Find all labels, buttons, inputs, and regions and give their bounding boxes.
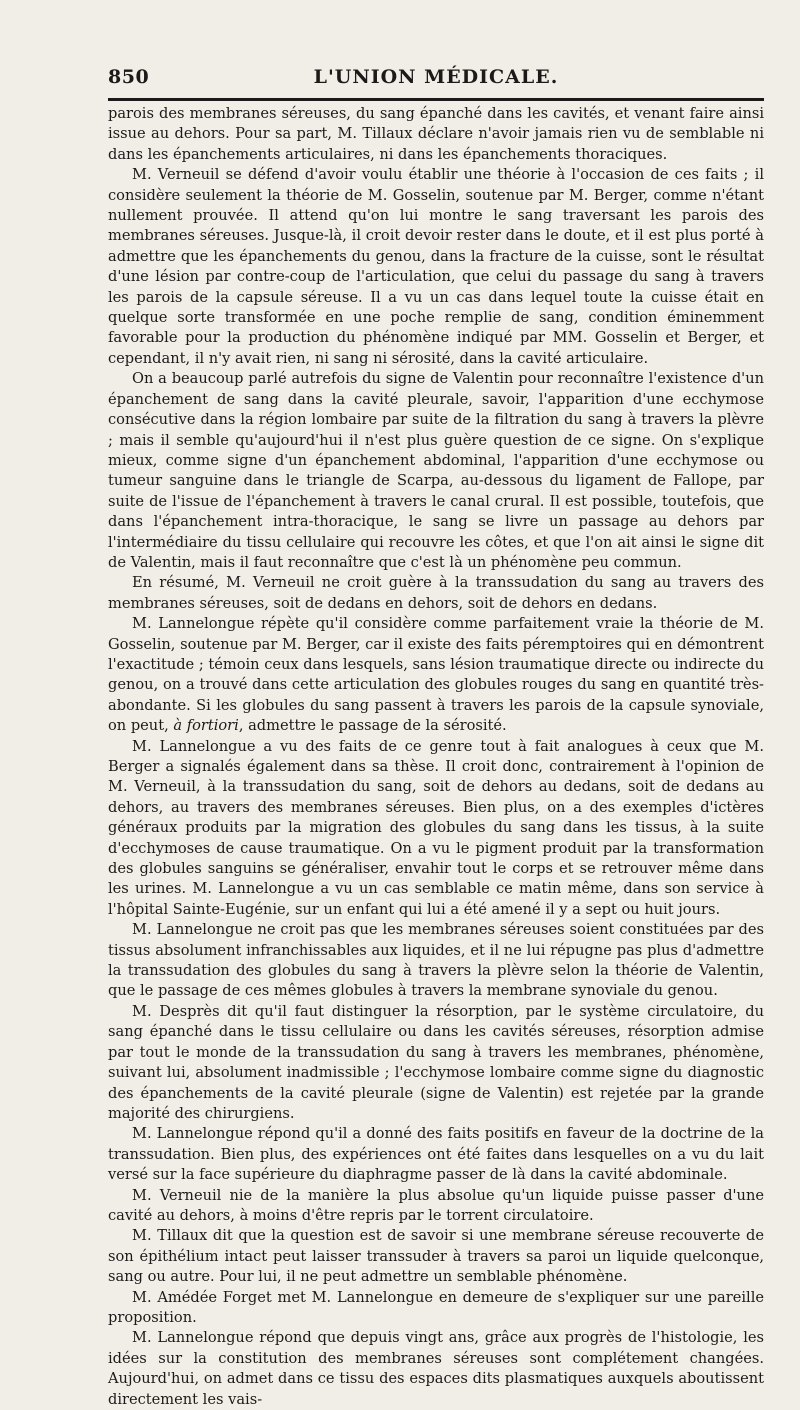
paragraph: M. Amédée Forget met M. Lannelongue en demeure de s'expliquer sur une pareille proposition.: [108, 1288, 764, 1326]
running-title: L'UNION MÉDICALE.: [313, 66, 559, 88]
page-number: 850: [108, 66, 150, 88]
paragraph: M. Verneuil se défend d'avoir voulu établir une théorie à l'occasion de ces faits ; il considère seulement la théorie de M. Gosselin, soutenue par M. Berger, comme n'étant nullement prouvée. Il attend qu'on lui montre le sang traversant les parois des membranes séreuses. Jusque-là, il croit devoir rester dans le doute, et il est plus porté à admettre que les épanchements du genou, dans la fracture de la cuisse, sont le résultat d'une lésion par contre-coup de l'articulation, que celui du passage du sang à travers les parois de la capsule séreuse. Il a vu un cas dans lequel toute la cuisse était en quelque sorte transformée en une poche remplie de sang, condition éminemment favorable pour la production du phénomène indiqué par MM. Gosselin et Berger, et cependant, il n'y avait rien, ni sang ni sérosité, dans la cavité articulaire.: [108, 166, 764, 367]
paragraph: On a beaucoup parlé autrefois du signe de Valentin pour reconnaître l'existence d'un épanchement de sang dans la cavité pleurale, savoir, l'apparition d'une ecchymose consécutive dans la région lombaire par suite de la filtration du sang à travers la plèvre ; mais il semble qu'aujourd'hui il n'est plus guère question de ce signe. On s'explique mieux, comme signe d'un épanchement abdominal, l'apparition d'une ecchymose ou tumeur sanguine dans le triangle de Scarpa, au-dessous du ligament de Fallope, par suite de l'issue de l'épanchement à travers le canal crural. Il est possible, toutefois, que dans l'épanchement intra-thoracique, le sang se livre un passage au dehors par l'intermédiaire du tissu cellulaire qui recouvre les côtes, et que l'on ait ainsi le signe dit de Valentin, mais il faut reconnaître que c'est là un phénomène peu commun.: [108, 370, 764, 571]
paragraph: M. Desprès dit qu'il faut distinguer la résorption, par le système circulatoire, du sang épanché dans le tissu cellulaire ou dans les cavités séreuses, résorption admise par tout le monde de la transsudation du sang à travers les membranes, phénomène, suivant lui, absolument inadmissible ; l'ecchymose lombaire comme signe du diagnostic des épanchements de la cavité pleurale (signe de Valentin) est rejetée par la grande majorité des chirurgiens.: [108, 1002, 764, 1122]
paragraph: M. Tillaux dit que la question est de savoir si une membrane séreuse recouverte de son épithélium intact peut laisser transsuder à travers sa paroi un liquide quelconque, sang ou autre. Pour lui, il ne peut admettre un semblable phénomène.: [108, 1227, 764, 1286]
paragraph: parois des membranes séreuses, du sang épanché dans les cavités, et venant faire ainsi issue au dehors. Pour sa part, M. Tillaux déclare n'avoir jamais rien vu de semblable ni dans les épanchements articulaires, ni dans les épanchements thoraciques.: [108, 105, 764, 163]
paragraph: En résumé, M. Verneuil ne croit guère à la transsudation du sang au travers des membranes séreuses, soit de dedans en dehors, soit de dehors en dedans.: [108, 574, 764, 612]
page-header: [108, 60, 764, 90]
body-text: [108, 104, 764, 1410]
paragraph: M. Lannelongue répond que depuis vingt ans, grâce aux progrès de l'histologie, les idées sur la constitution des membranes séreuses sont complétement changées. Aujourd'hui, on admet dans ce tissu des espaces dits plasmatiques auxquels aboutissent directement les vais-: [108, 1329, 764, 1408]
paragraph: [108, 614, 764, 736]
paragraph: M. Lannelongue a vu des faits de ce genre tout à fait analogues à ceux que M. Berger a signalés également dans sa thèse. Il croit donc, contrairement à l'opinion de M. Verneuil, à la transsudation du sang, soit de dehors au dedans, soit de dedans au dehors, au travers des membranes séreuses. Bien plus, on a des exemples d'ictères généraux produits par la migration des globules du sang dans les tissus, à la suite d'ecchymoses de cause traumatique. On a vu le pigment produit par la transformation des globules sanguins se généraliser, envahir tout le corps et se retrouver même dans les urines. M. Lannelongue a vu un cas semblable ce matin même, dans son service à l'hôpital Sainte-Eugénie, sur un enfant qui lui a été amené il y a sept ou huit jours.: [108, 737, 764, 918]
paragraph-text-tail: , admettre le passage de la sérosité.: [238, 717, 507, 735]
header-rule: [108, 98, 764, 101]
paragraph: M. Verneuil nie de la manière la plus absolue qu'un liquide puisse passer d'une cavité au dehors, à moins d'être repris par le torrent circulatoire.: [108, 1186, 764, 1224]
paragraph: M. Lannelongue répond qu'il a donné des faits positifs en faveur de la doctrine de la transsudation. Bien plus, des expériences ont été faites dans lesquelles on a vu du lait versé sur la face supérieure du diaphragme passer de là dans la cavité abdominale.: [108, 1125, 764, 1184]
paragraph-text: M. Lannelongue répète qu'il considère comme parfaitement vraie la théorie de M. Gosselin, soutenue par M. Berger, car il existe des faits péremptoires qui en démontrent l'exactitude ; témoin ceux dans lesquels, sans lésion traumatique directe ou indirecte du genou, on a trouvé dans cette articulation des globules rouges du sang en quantité très-abondante. Si les globules du sang passent à travers les parois de la capsule synoviale, on peut,: [108, 615, 765, 735]
paragraph: M. Lannelongue ne croit pas que les membranes séreuses soient constituées par des tissus absolument infranchissables aux liquides, et il ne lui répugne pas plus d'admettre la transsudation des globules du sang à travers la plèvre selon la théorie de Valentin, que le passage de ces mêmes globules à travers la membrane synoviale du genou.: [108, 921, 764, 1000]
italic-phrase: à fortiori: [173, 717, 239, 735]
